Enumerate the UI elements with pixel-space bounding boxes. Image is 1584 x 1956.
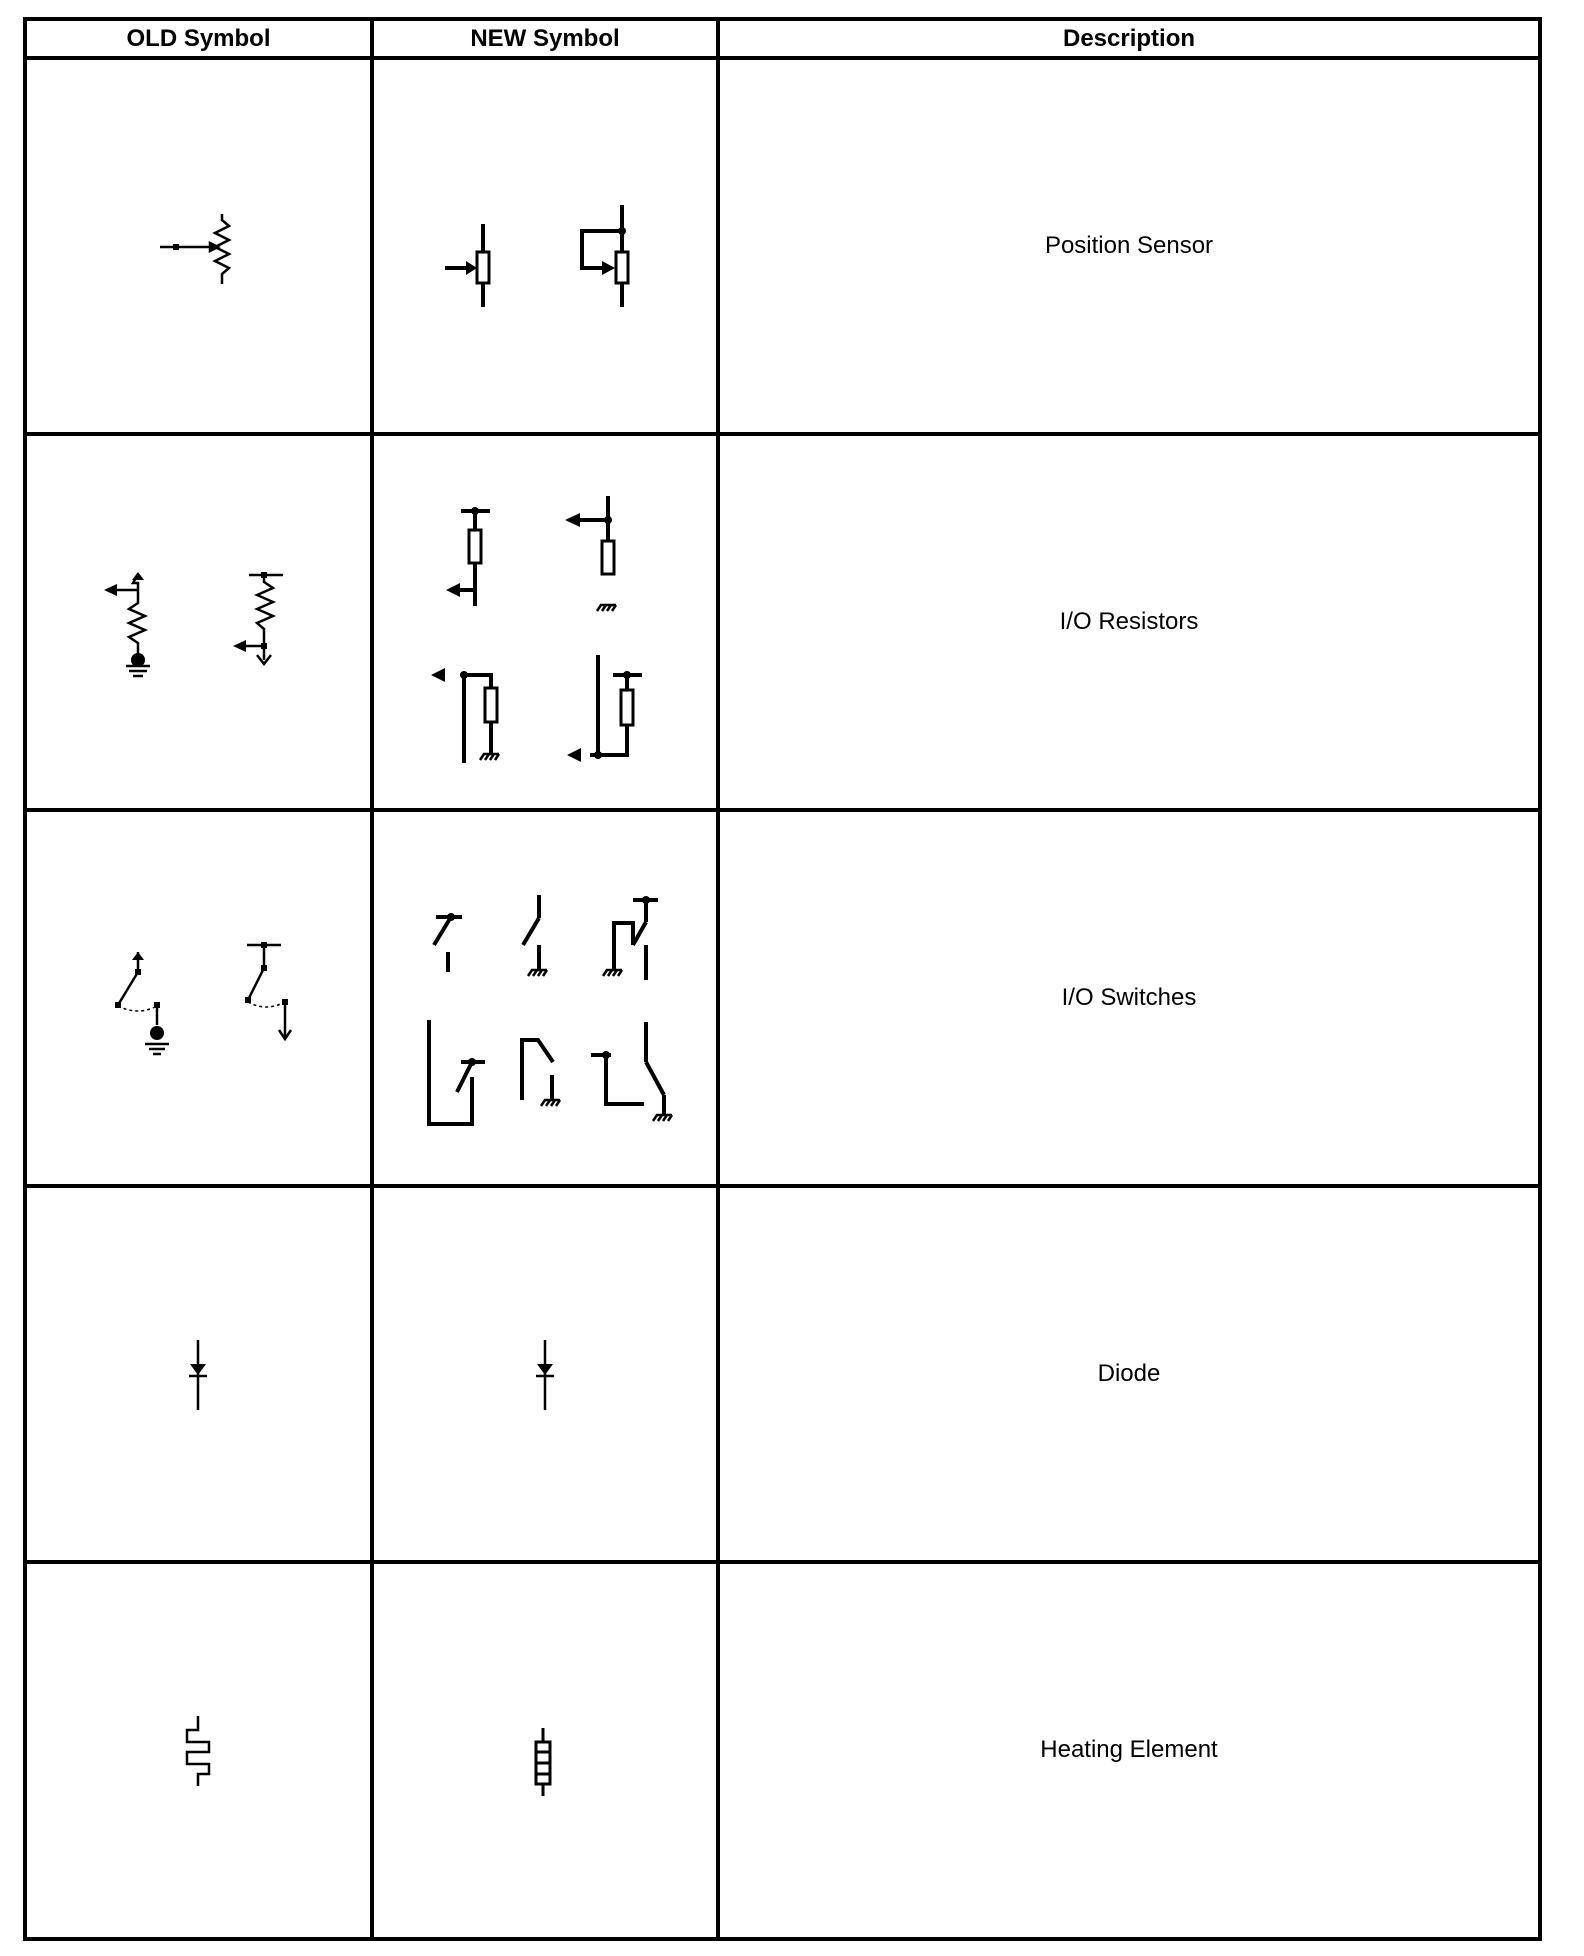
description-diode: Diode	[1097, 1360, 1161, 1387]
description-io-switches: I/O Switches	[1061, 984, 1197, 1011]
header-old-symbol: OLD Symbol	[126, 25, 271, 52]
description-io-resistors: I/O Resistors	[1059, 608, 1199, 635]
header-new-symbol: NEW Symbol	[470, 25, 620, 52]
header-description: Description	[1062, 25, 1196, 52]
description-position-sensor: Position Sensor	[1044, 232, 1214, 259]
description-heating-element: Heating Element	[1040, 1736, 1218, 1763]
